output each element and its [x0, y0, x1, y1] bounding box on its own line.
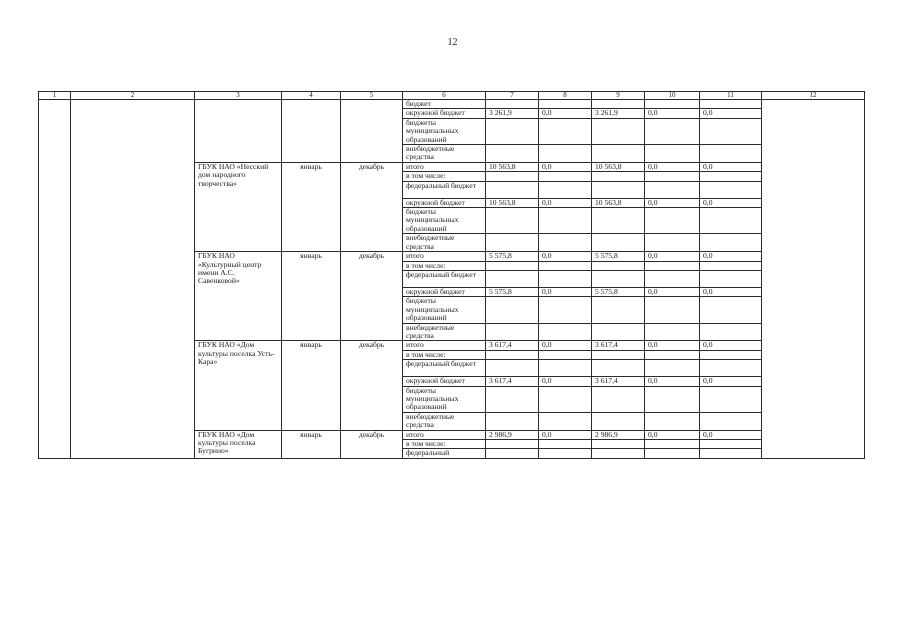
value-cell	[592, 172, 645, 181]
value-cell	[645, 100, 700, 109]
header-cell: 4	[282, 92, 341, 100]
end-month-cell: декабрь	[341, 341, 403, 430]
value-cell: 3 617,4	[592, 341, 645, 350]
value-cell	[700, 208, 762, 234]
value-cell	[486, 100, 539, 109]
funding-source-cell: окружной бюджет	[403, 109, 486, 118]
value-cell: 3 617,4	[486, 377, 539, 386]
table-row	[39, 100, 865, 109]
value-cell	[645, 181, 700, 198]
funding-source-cell: федеральный бюджет	[403, 181, 486, 198]
value-cell	[645, 145, 700, 163]
value-cell	[700, 181, 762, 198]
value-cell	[645, 449, 700, 458]
value-cell	[539, 412, 592, 430]
funding-source-cell: федеральный бюджет	[403, 360, 486, 377]
value-cell	[539, 181, 592, 198]
value-cell	[700, 172, 762, 181]
org-name-cell: ГБУК НАО «Дом культуры поселка Усть-Кара»	[195, 341, 282, 430]
col2-cell	[71, 100, 195, 459]
value-cell	[486, 208, 539, 234]
funding-source-cell: бюджеты муниципальных образований	[403, 297, 486, 323]
funding-source-cell: окружной бюджет	[403, 287, 486, 296]
value-cell	[539, 234, 592, 252]
value-cell	[700, 145, 762, 163]
value-cell	[645, 234, 700, 252]
value-cell	[592, 360, 645, 377]
value-cell: 5 575,8	[486, 252, 539, 261]
value-cell: 10 563,8	[592, 198, 645, 207]
value-cell	[592, 440, 645, 449]
value-cell	[592, 208, 645, 234]
value-cell: 2 986,9	[486, 430, 539, 439]
value-cell	[486, 350, 539, 359]
value-cell	[645, 172, 700, 181]
col12-cell	[762, 100, 865, 459]
org-name-cell: ГБУК НАО «Дом культуры поселка Бугрино»	[195, 430, 282, 458]
value-cell: 0,0	[539, 430, 592, 439]
value-cell: 0,0	[700, 162, 762, 171]
value-cell	[486, 412, 539, 430]
value-cell	[700, 261, 762, 270]
value-cell	[592, 449, 645, 458]
value-cell: 0,0	[700, 109, 762, 118]
header-cell: 11	[700, 92, 762, 100]
header-cell: 7	[486, 92, 539, 100]
value-cell	[486, 270, 539, 287]
end-month-cell: декабрь	[341, 430, 403, 458]
value-cell: 0,0	[645, 252, 700, 261]
value-cell	[539, 297, 592, 323]
value-cell	[645, 118, 700, 144]
value-cell	[592, 234, 645, 252]
value-cell	[539, 172, 592, 181]
value-cell	[645, 323, 700, 341]
end-month-cell: декабрь	[341, 252, 403, 341]
value-cell	[645, 350, 700, 359]
value-cell: 0,0	[645, 109, 700, 118]
org-cell	[195, 100, 282, 163]
col1-cell	[39, 100, 71, 459]
value-cell	[700, 350, 762, 359]
budget-table	[38, 91, 865, 459]
value-cell	[645, 297, 700, 323]
value-cell: 3 261,9	[592, 109, 645, 118]
value-cell: 10 563,8	[592, 162, 645, 171]
value-cell: 0,0	[645, 430, 700, 439]
funding-source-cell: в том числе:	[403, 261, 486, 270]
value-cell	[645, 270, 700, 287]
start-month-cell: январь	[282, 430, 341, 458]
value-cell	[645, 412, 700, 430]
funding-source-cell: бюджеты муниципальных образований	[403, 118, 486, 144]
value-cell: 5 575,8	[592, 287, 645, 296]
value-cell	[539, 350, 592, 359]
value-cell: 5 575,8	[592, 252, 645, 261]
start-month-cell: январь	[282, 252, 341, 341]
funding-source-cell: федеральный	[403, 449, 486, 458]
value-cell: 0,0	[700, 287, 762, 296]
value-cell	[486, 261, 539, 270]
value-cell	[486, 297, 539, 323]
header-cell: 9	[592, 92, 645, 100]
value-cell: 0,0	[539, 198, 592, 207]
value-cell	[592, 100, 645, 109]
header-cell: 10	[645, 92, 700, 100]
value-cell	[700, 386, 762, 412]
value-cell: 3 617,4	[592, 377, 645, 386]
value-cell	[700, 234, 762, 252]
value-cell	[700, 270, 762, 287]
value-cell: 10 563,8	[486, 162, 539, 171]
org-name-cell: ГБУК НАО «Несский дом народного творчества»	[195, 162, 282, 251]
value-cell	[592, 297, 645, 323]
value-cell	[486, 323, 539, 341]
org-name-cell: ГБУК НАО «Культурный центр имени А.С. Савенковой»	[195, 252, 282, 341]
value-cell	[645, 208, 700, 234]
funding-source-cell: в том числе:	[403, 440, 486, 449]
value-cell: 3 617,4	[486, 341, 539, 350]
value-cell: 0,0	[700, 341, 762, 350]
value-cell	[486, 386, 539, 412]
value-cell: 0,0	[700, 198, 762, 207]
value-cell	[539, 449, 592, 458]
funding-source-cell: в том числе:	[403, 172, 486, 181]
funding-source-cell: внебюджетные средства	[403, 234, 486, 252]
funding-source-cell: бюджеты муниципальных образований	[403, 386, 486, 412]
value-cell: 0,0	[645, 377, 700, 386]
value-cell: 0,0	[645, 287, 700, 296]
funding-source-cell: окружной бюджет	[403, 198, 486, 207]
value-cell: 0,0	[539, 162, 592, 171]
funding-source-cell: в том числе:	[403, 350, 486, 359]
value-cell: 0,0	[539, 377, 592, 386]
value-cell	[592, 350, 645, 359]
value-cell	[645, 440, 700, 449]
start-month-cell: январь	[282, 341, 341, 430]
funding-source-cell: бюджеты муниципальных образований	[403, 208, 486, 234]
value-cell: 0,0	[539, 252, 592, 261]
header-cell: 5	[341, 92, 403, 100]
value-cell: 0,0	[700, 377, 762, 386]
start-month-cell: январь	[282, 162, 341, 251]
value-cell	[700, 100, 762, 109]
header-cell: 3	[195, 92, 282, 100]
value-cell	[486, 145, 539, 163]
header-cell: 8	[539, 92, 592, 100]
value-cell: 0,0	[539, 287, 592, 296]
value-cell	[592, 261, 645, 270]
header-cell: 1	[39, 92, 71, 100]
value-cell	[486, 449, 539, 458]
value-cell	[700, 297, 762, 323]
value-cell	[539, 360, 592, 377]
value-cell	[539, 440, 592, 449]
value-cell	[592, 386, 645, 412]
page-number: 12	[447, 37, 458, 48]
value-cell	[645, 360, 700, 377]
value-cell	[700, 323, 762, 341]
value-cell	[539, 100, 592, 109]
value-cell: 0,0	[539, 341, 592, 350]
funding-source-cell: внебюджетные средства	[403, 412, 486, 430]
value-cell	[486, 440, 539, 449]
value-cell: 0,0	[645, 162, 700, 171]
value-cell	[700, 360, 762, 377]
funding-source-cell: внебюджетные средства	[403, 145, 486, 163]
value-cell	[539, 208, 592, 234]
value-cell	[486, 360, 539, 377]
value-cell	[592, 270, 645, 287]
funding-source-cell: бюджет	[403, 100, 486, 109]
value-cell	[486, 234, 539, 252]
end-month-cell	[341, 100, 403, 163]
funding-source-cell: окружной бюджет	[403, 377, 486, 386]
value-cell	[645, 386, 700, 412]
value-cell: 0,0	[700, 430, 762, 439]
value-cell: 0,0	[700, 252, 762, 261]
value-cell	[700, 118, 762, 144]
value-cell	[539, 386, 592, 412]
value-cell: 0,0	[539, 109, 592, 118]
value-cell	[700, 440, 762, 449]
end-month-cell: декабрь	[341, 162, 403, 251]
header-row	[39, 92, 865, 100]
header-cell: 2	[71, 92, 195, 100]
header-cell: 12	[762, 92, 865, 100]
value-cell: 5 575,8	[486, 287, 539, 296]
funding-source-cell: внебюджетные средства	[403, 323, 486, 341]
value-cell	[645, 261, 700, 270]
value-cell	[486, 172, 539, 181]
value-cell	[592, 145, 645, 163]
start-month-cell	[282, 100, 341, 163]
value-cell	[539, 323, 592, 341]
value-cell	[592, 118, 645, 144]
value-cell	[539, 270, 592, 287]
value-cell	[700, 449, 762, 458]
value-cell	[539, 118, 592, 144]
value-cell: 3 261,9	[486, 109, 539, 118]
value-cell	[592, 181, 645, 198]
funding-source-cell: итого	[403, 341, 486, 350]
value-cell	[486, 181, 539, 198]
value-cell	[486, 118, 539, 144]
funding-source-cell: итого	[403, 162, 486, 171]
value-cell: 0,0	[645, 198, 700, 207]
header-cell: 6	[403, 92, 486, 100]
value-cell: 2 986,9	[592, 430, 645, 439]
value-cell: 10 563,8	[486, 198, 539, 207]
value-cell: 0,0	[645, 341, 700, 350]
funding-source-cell: итого	[403, 252, 486, 261]
value-cell	[700, 412, 762, 430]
value-cell	[539, 261, 592, 270]
value-cell	[592, 323, 645, 341]
value-cell	[592, 412, 645, 430]
funding-source-cell: федеральный бюджет	[403, 270, 486, 287]
funding-source-cell: итого	[403, 430, 486, 439]
value-cell	[539, 145, 592, 163]
